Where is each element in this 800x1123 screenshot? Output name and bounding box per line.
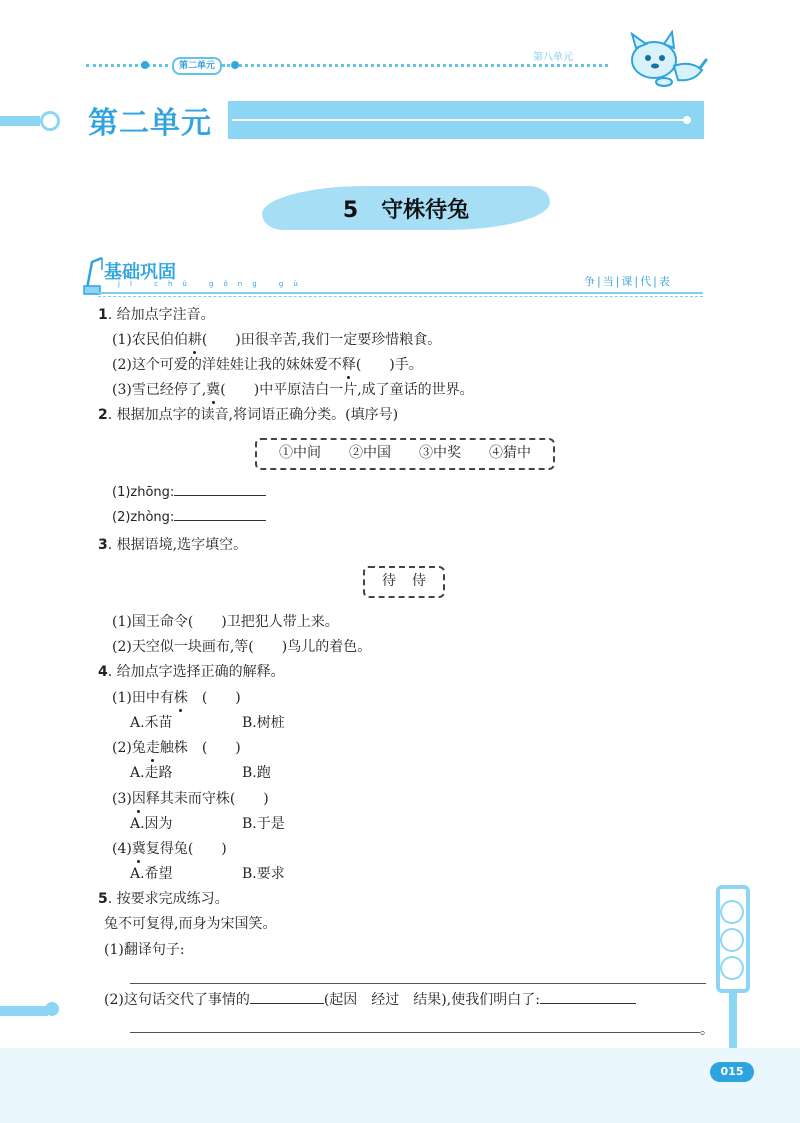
section-pinyin: jī chǔ gǒng gù	[118, 280, 308, 288]
question-2-title: 2. 根据加点字的读音,将词语正确分类。(填序号)	[98, 407, 399, 423]
question-4-option-a[interactable]: A.希望	[130, 866, 173, 882]
question-5-title: 5. 按要求完成练习。	[98, 891, 229, 907]
question-4-option-a[interactable]: A.因为	[130, 816, 173, 832]
unit-banner-end-dot	[683, 116, 691, 124]
traffic-light-pole	[729, 993, 737, 1048]
question-4-option-a[interactable]: A.禾苗	[130, 715, 173, 731]
dog-mascot-icon	[624, 30, 708, 92]
answer-blank[interactable]	[250, 1003, 324, 1004]
question-3-title: 3. 根据语境,选字填空。	[98, 537, 248, 553]
traffic-light-lamp	[720, 900, 744, 924]
question-4-item-2: (2)兔走触株 ( )	[112, 740, 241, 756]
answer-line[interactable]	[130, 983, 706, 984]
answer-line[interactable]	[130, 1032, 700, 1033]
crane-icon	[82, 256, 104, 296]
question-4-item-1: (1)田中有株 ( )	[112, 690, 241, 706]
motto-label: 争|当|课|代|表	[584, 275, 672, 288]
question-4-item-3: (3)因释其耒而守株( )	[112, 791, 269, 807]
word-option: ①中间	[279, 445, 321, 461]
question-4-option-a[interactable]: A.走路	[130, 765, 173, 781]
question-5-sentence: 兔不可复得,而身为宋国笑。	[104, 916, 277, 932]
word-option: ③中奖	[419, 445, 461, 461]
side-tab	[0, 1006, 48, 1016]
question-5-item-2: (2)这句话交代了事情的 (起因 经过 结果),使我们明白了:	[104, 990, 636, 1010]
question-3-item-1: (1)国王命令( )卫把犯人带上来。	[112, 614, 339, 630]
question-4-item-4: (4)冀复得兔( )	[112, 841, 227, 857]
question-4-option-b[interactable]: B.要求	[242, 866, 285, 882]
question-4-title: 4. 给加点字选择正确的解释。	[98, 664, 285, 680]
section-title: 基础巩固	[104, 262, 176, 283]
lesson-title: 5 守株待兔	[342, 198, 470, 223]
question-1-title: 1. 给加点字注音。	[98, 307, 215, 323]
question-2-item-1: (1)zhōng:	[112, 483, 266, 503]
header-right-label: 第八单元	[533, 52, 573, 63]
question-5-item-1: (1)翻译句子:	[104, 942, 185, 958]
header-dot	[231, 61, 239, 69]
section-dashed-line	[98, 296, 703, 297]
char-option: 待	[382, 573, 396, 589]
side-knob	[45, 1002, 59, 1016]
traffic-light-lamp	[720, 956, 744, 980]
question-3-item-2: (2)天空似一块画布,等( )鸟儿的着色。	[112, 639, 372, 655]
page-number: 015	[710, 1062, 754, 1082]
question-1-item-2: (2)这个可爱的洋娃娃让我的妹妹爱不释( )手。	[112, 357, 423, 373]
answer-blank[interactable]	[174, 495, 266, 496]
unit-knob	[40, 111, 60, 131]
unit-title: 第二单元	[88, 106, 212, 141]
question-4-option-b[interactable]: B.跑	[242, 765, 271, 781]
word-option: ④猜中	[489, 445, 531, 461]
question-4-option-b[interactable]: B.树桩	[242, 715, 285, 731]
header-dotted-line-left	[86, 64, 168, 67]
header-dotted-line-right	[222, 64, 608, 67]
header-dot	[141, 61, 149, 69]
traffic-light-lamp	[720, 928, 744, 952]
answer-blank[interactable]	[540, 1003, 636, 1004]
sentence-end-mark: 。	[700, 1022, 714, 1038]
question-1-item-3: (3)雪已经停了,冀( )中平原洁白一片,成了童话的世界。	[112, 382, 474, 398]
word-option: ②中国	[349, 445, 391, 461]
question-2-word-box	[255, 438, 555, 470]
question-1-item-1: (1)农民伯伯耕( )田很辛苦,我们一定要珍惜粮食。	[112, 332, 442, 348]
answer-blank[interactable]	[174, 520, 266, 521]
unit-banner-line	[232, 119, 684, 121]
char-option: 侍	[412, 573, 426, 589]
unit-bar-left	[0, 116, 40, 126]
question-2-item-2: (2)zhòng:	[112, 508, 266, 528]
bottom-band	[0, 1048, 800, 1123]
question-4-option-b[interactable]: B.于是	[242, 816, 285, 832]
header-unit-pill: 第二单元	[172, 57, 222, 75]
section-line	[98, 292, 703, 294]
question-3-char-box	[363, 566, 445, 598]
